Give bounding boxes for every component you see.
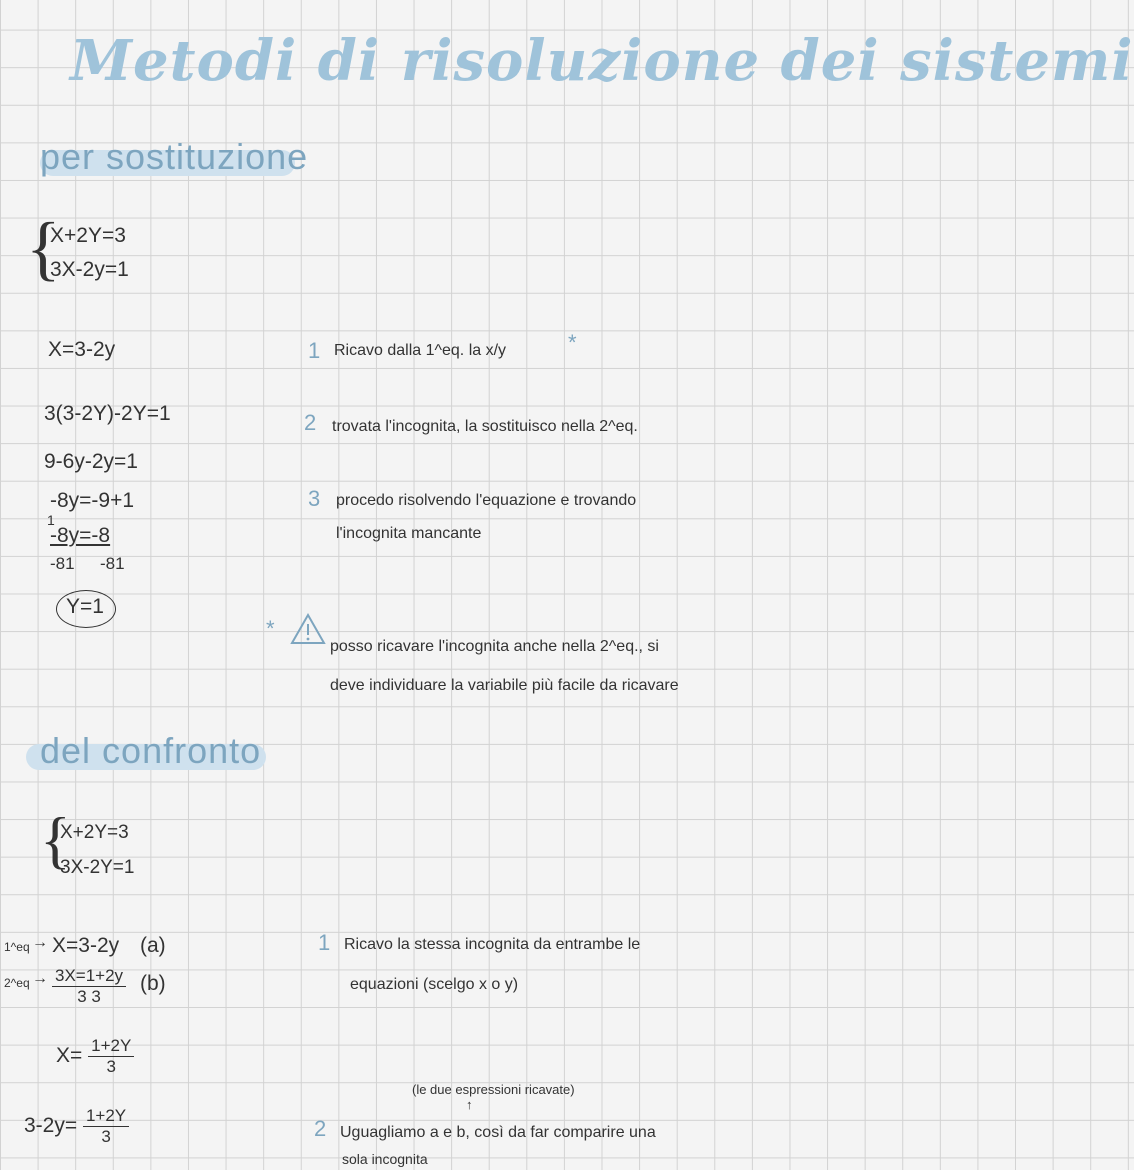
page-title: Metodi di risoluzione dei sistemi <box>70 28 1134 94</box>
system-brace: { <box>40 804 71 875</box>
x-fraction <box>56 1036 134 1077</box>
fraction-denominator: 3 3 <box>77 987 101 1006</box>
asterisk-icon: * <box>266 616 275 641</box>
section-heading-sostituzione: per sostituzione <box>40 136 309 177</box>
step-expression: -8y=-9+1 <box>50 489 135 512</box>
note-number: 1 <box>308 338 321 363</box>
system-equation: 3X-2Y=1 <box>60 857 135 878</box>
equation-label: 1^eq <box>4 940 30 954</box>
arrow-up-icon: ↑ <box>466 1097 473 1112</box>
arrow-right-icon: → <box>32 934 48 951</box>
system-brace: { <box>26 208 61 288</box>
result-value: Y=1 <box>66 595 104 618</box>
note-text: equazioni (scelgo x o y) <box>350 976 519 993</box>
note-number: 3 <box>308 486 321 511</box>
warning-text: deve individuare la variabile più facile da ricavare <box>330 677 679 694</box>
equation-tag: (b) <box>140 972 166 995</box>
equality-expression <box>24 1106 129 1147</box>
warning-icon <box>290 612 326 646</box>
equation-b <box>52 966 126 1007</box>
note-number: 1 <box>318 930 331 955</box>
fraction-numerator: 1+2Y <box>88 1036 134 1057</box>
note-text: procedo risolvendo l'equazione e trovando <box>336 492 637 509</box>
fraction-lhs: 3-2y= <box>24 1114 78 1138</box>
step-small-one: 1 <box>47 512 55 528</box>
step-denominator: -81 <box>100 554 125 573</box>
step-expression: X=3-2y <box>48 338 116 361</box>
warning-text: posso ricavare l'incognita anche nella 2^eq., si <box>330 638 659 655</box>
fraction-lhs: X= <box>56 1044 83 1068</box>
system-equation: X+2Y=3 <box>50 224 126 247</box>
note-text: sola incognita <box>342 1151 428 1167</box>
note-text: Ricavo la stessa incognita da entrambe le <box>344 936 641 953</box>
note-text: Uguagliamo a e b, così da far comparire una <box>340 1124 656 1141</box>
note-text: l'incognita mancante <box>336 525 482 542</box>
fraction-numerator: 1+2Y <box>83 1106 129 1127</box>
equation-label: 2^eq <box>4 976 30 990</box>
note-aside: (le due espressioni ricavate) <box>412 1082 575 1097</box>
step-expression: 3(3-2Y)-2Y=1 <box>44 402 171 425</box>
step-expression: -8y=-8 <box>50 524 111 547</box>
note-number: 2 <box>304 410 317 435</box>
arrow-right-icon: → <box>32 970 48 987</box>
fraction-denominator: 3 <box>101 1127 111 1146</box>
note-number: 2 <box>314 1116 327 1141</box>
fraction-denominator: 3 <box>106 1057 116 1076</box>
system-equation: 3X-2y=1 <box>50 258 129 281</box>
system-equation: X+2Y=3 <box>60 822 129 843</box>
note-text: trovata l'incognita, la sostituisco nella 2^eq. <box>332 418 638 435</box>
asterisk-icon: * <box>568 330 577 355</box>
step-denominator: -81 <box>50 554 75 573</box>
equation-a: X=3-2y <box>52 934 120 957</box>
fraction-numerator: 3X=1+2y <box>52 966 126 987</box>
equation-tag: (a) <box>140 934 166 957</box>
section-heading-confronto: del confronto <box>40 730 262 771</box>
note-text: Ricavo dalla 1^eq. la x/y <box>334 342 507 359</box>
step-expression: 9-6y-2y=1 <box>44 450 138 473</box>
